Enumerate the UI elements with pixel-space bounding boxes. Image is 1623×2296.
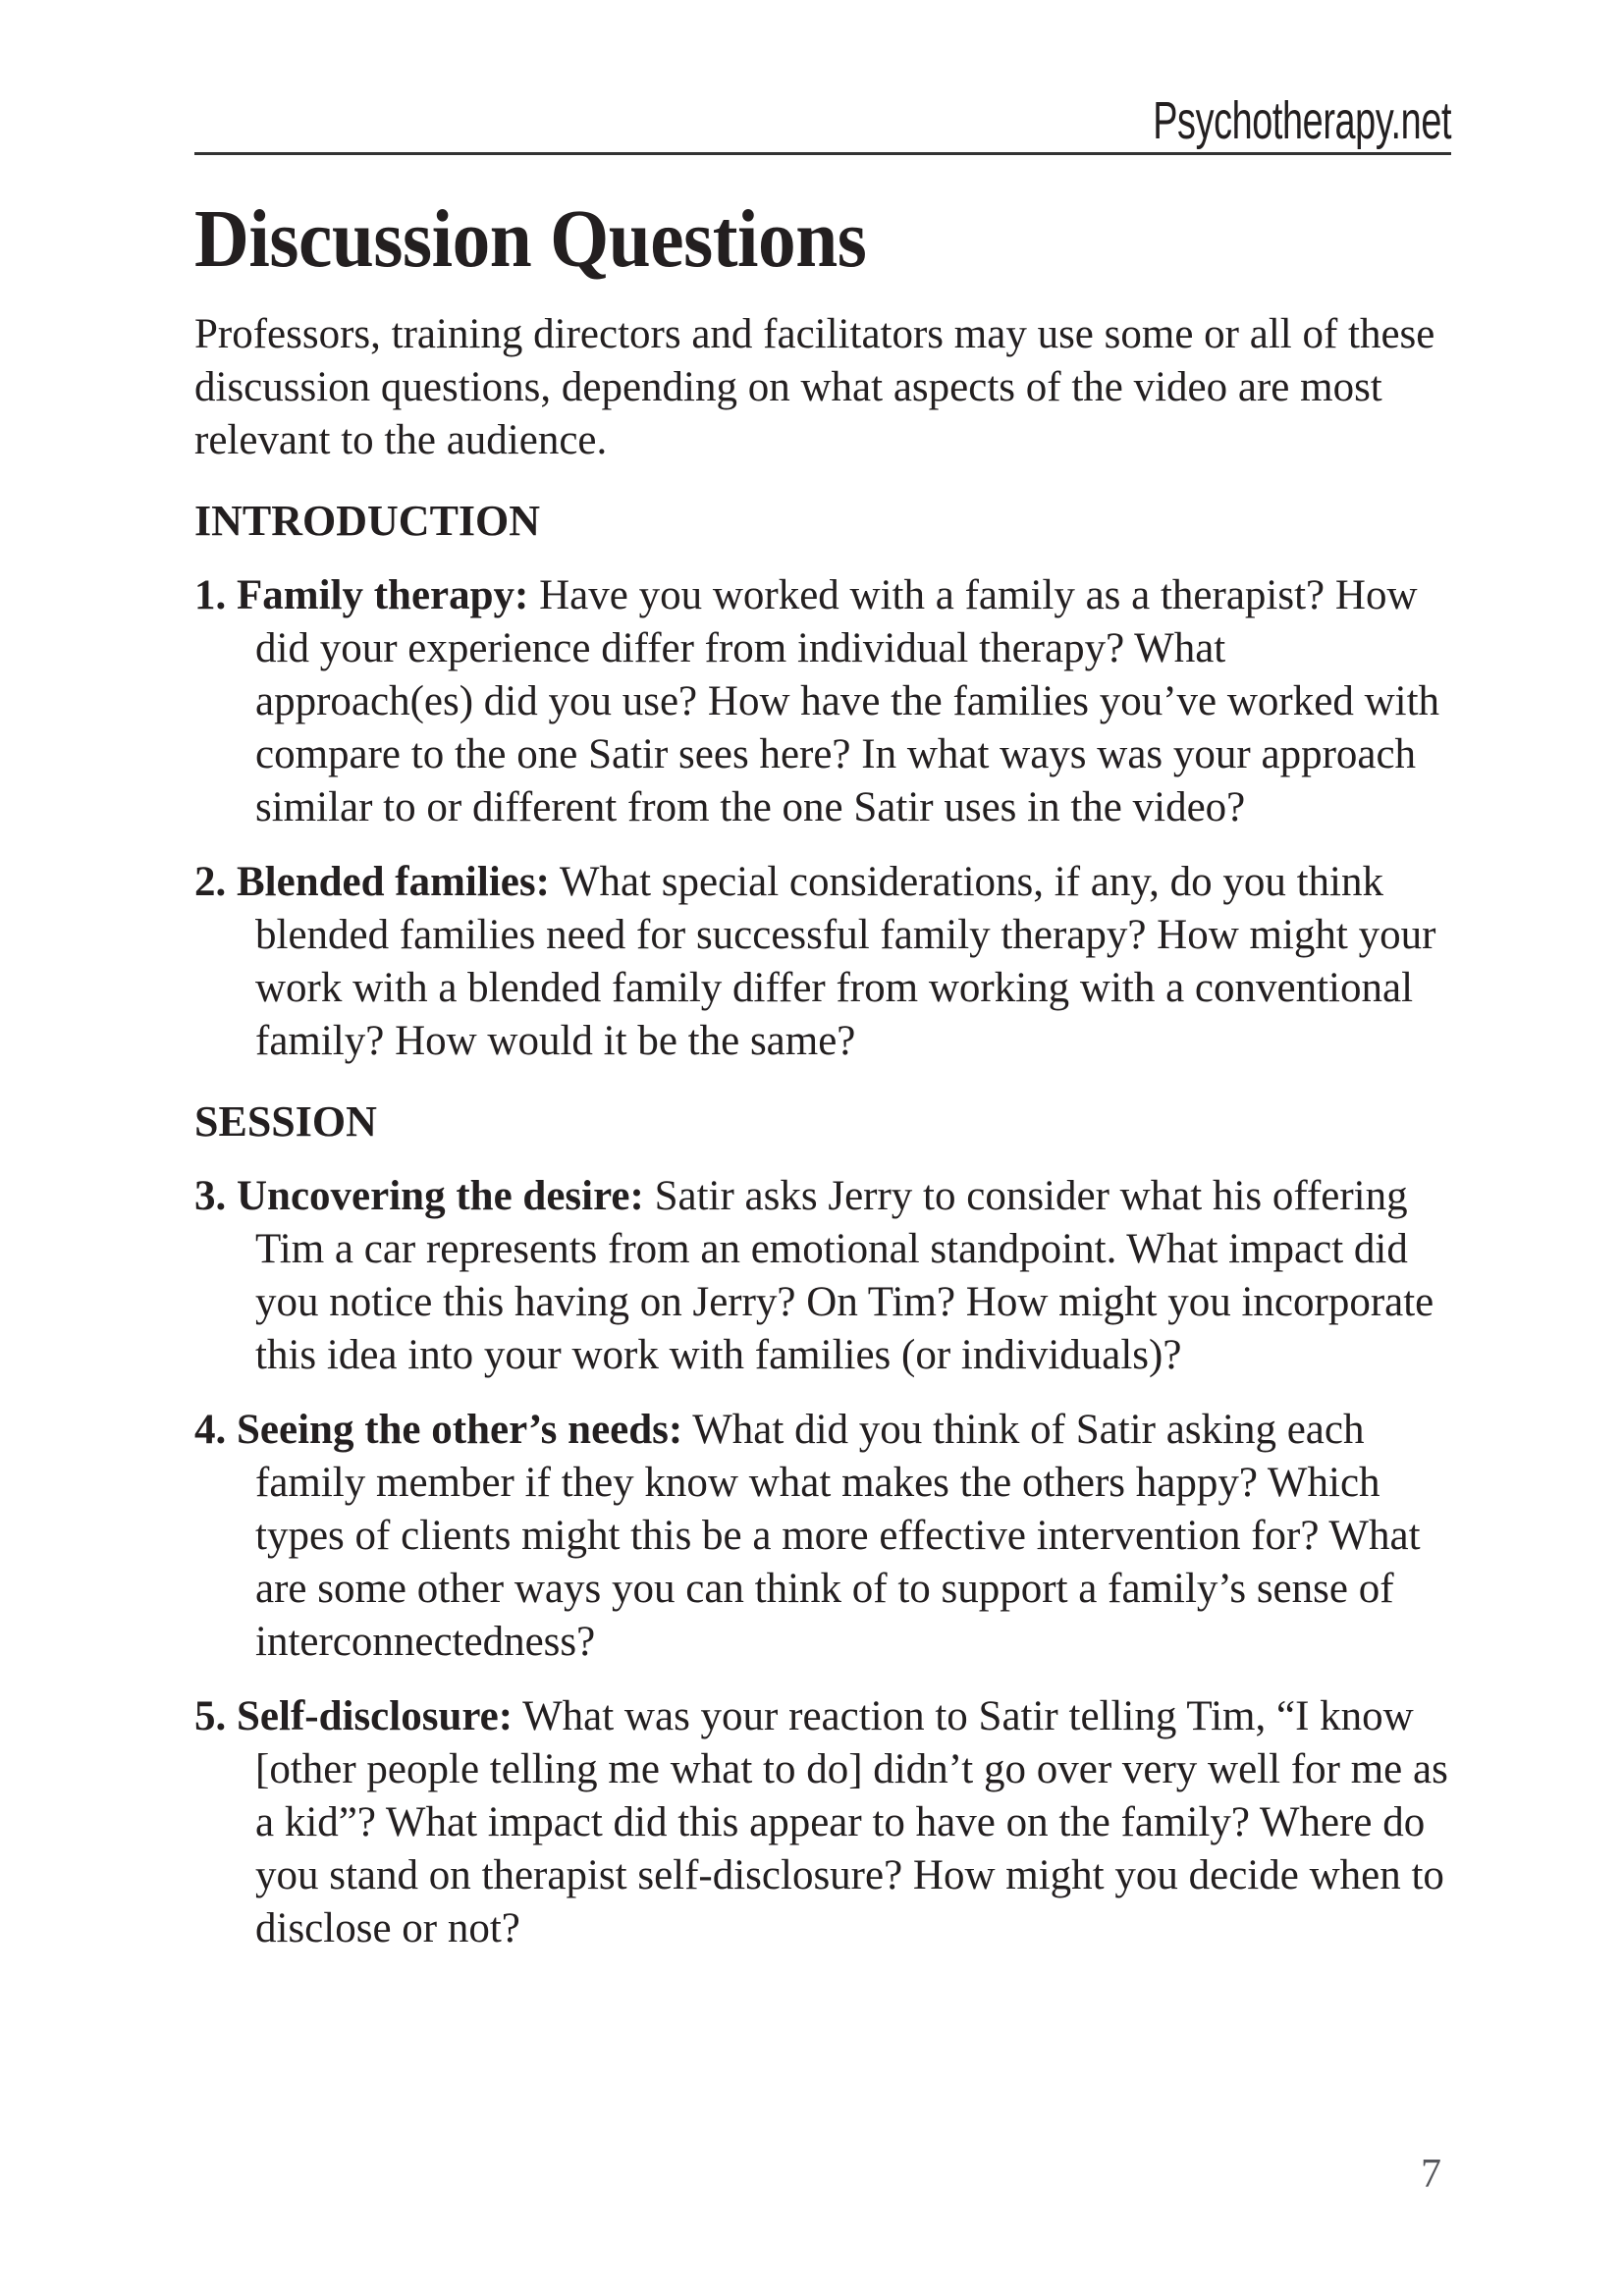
page-content — [194, 0, 1451, 1955]
item-5-label: 5. Self-disclosure: — [194, 1693, 514, 1739]
discussion-item-2 — [194, 856, 1451, 1068]
item-2-label: 2. Blended families: — [194, 859, 550, 905]
intro-paragraph: Professors, training directors and facilitators may use some or all of these discussion questions, depending on what aspects of the video are most relevant to the audience. — [194, 311, 1435, 463]
item-5-text: What was your reaction to Satir telling Tim, “I know [other people telling me what to do] didn’t go over very well for me as a kid”? What impact did this appear to have on the family? Where do you stand on therapist self-disclosure? How might you decide when to disclose or not? — [255, 1693, 1448, 1951]
item-4-text: What did you think of Satir asking each family member if they know what makes the others happy? Which types of clients might this be a more effective intervention for? What are some other ways you can think of to support a family’s sense of interconnectedness? — [255, 1407, 1421, 1665]
discussion-item-1 — [194, 569, 1451, 834]
item-3-label: 3. Uncovering the desire: — [194, 1173, 644, 1219]
page-title: Discussion Questions — [194, 193, 867, 285]
item-1-text: Have you worked with a family as a therapist? How did your experience differ from individual therapy? What approach(es) did you use? How have the families you’ve worked with compare to the one Satir sees here? In what ways was your approach similar to or different from the one Satir uses in the video? — [255, 572, 1440, 830]
section-heading-session: SESSION — [194, 1097, 377, 1146]
item-1-label: 1. Family therapy: — [194, 572, 529, 618]
discussion-item-3 — [194, 1170, 1451, 1382]
discussion-item-5 — [194, 1690, 1451, 1955]
item-3-text: Satir asks Jerry to consider what his offering Tim a car represents from an emotional standpoint. What impact did you notice this having on Jerry? On Tim? How might you incorporate this idea into your work with families (or individuals)? — [255, 1173, 1434, 1378]
psychotherapy-net-logo: Psychotherapy.net — [1153, 91, 1451, 150]
page-number: 7 — [1421, 2152, 1441, 2197]
item-4-label: 4. Seeing the other’s needs: — [194, 1407, 683, 1453]
page-header — [194, 0, 1451, 155]
item-2-text: What special considerations, if any, do you think blended families need for successful family therapy? How might your work with a blended family differ from working with a conventional family? How would it be the same? — [255, 859, 1436, 1064]
discussion-item-4 — [194, 1404, 1451, 1669]
section-heading-introduction: INTRODUCTION — [194, 497, 541, 545]
